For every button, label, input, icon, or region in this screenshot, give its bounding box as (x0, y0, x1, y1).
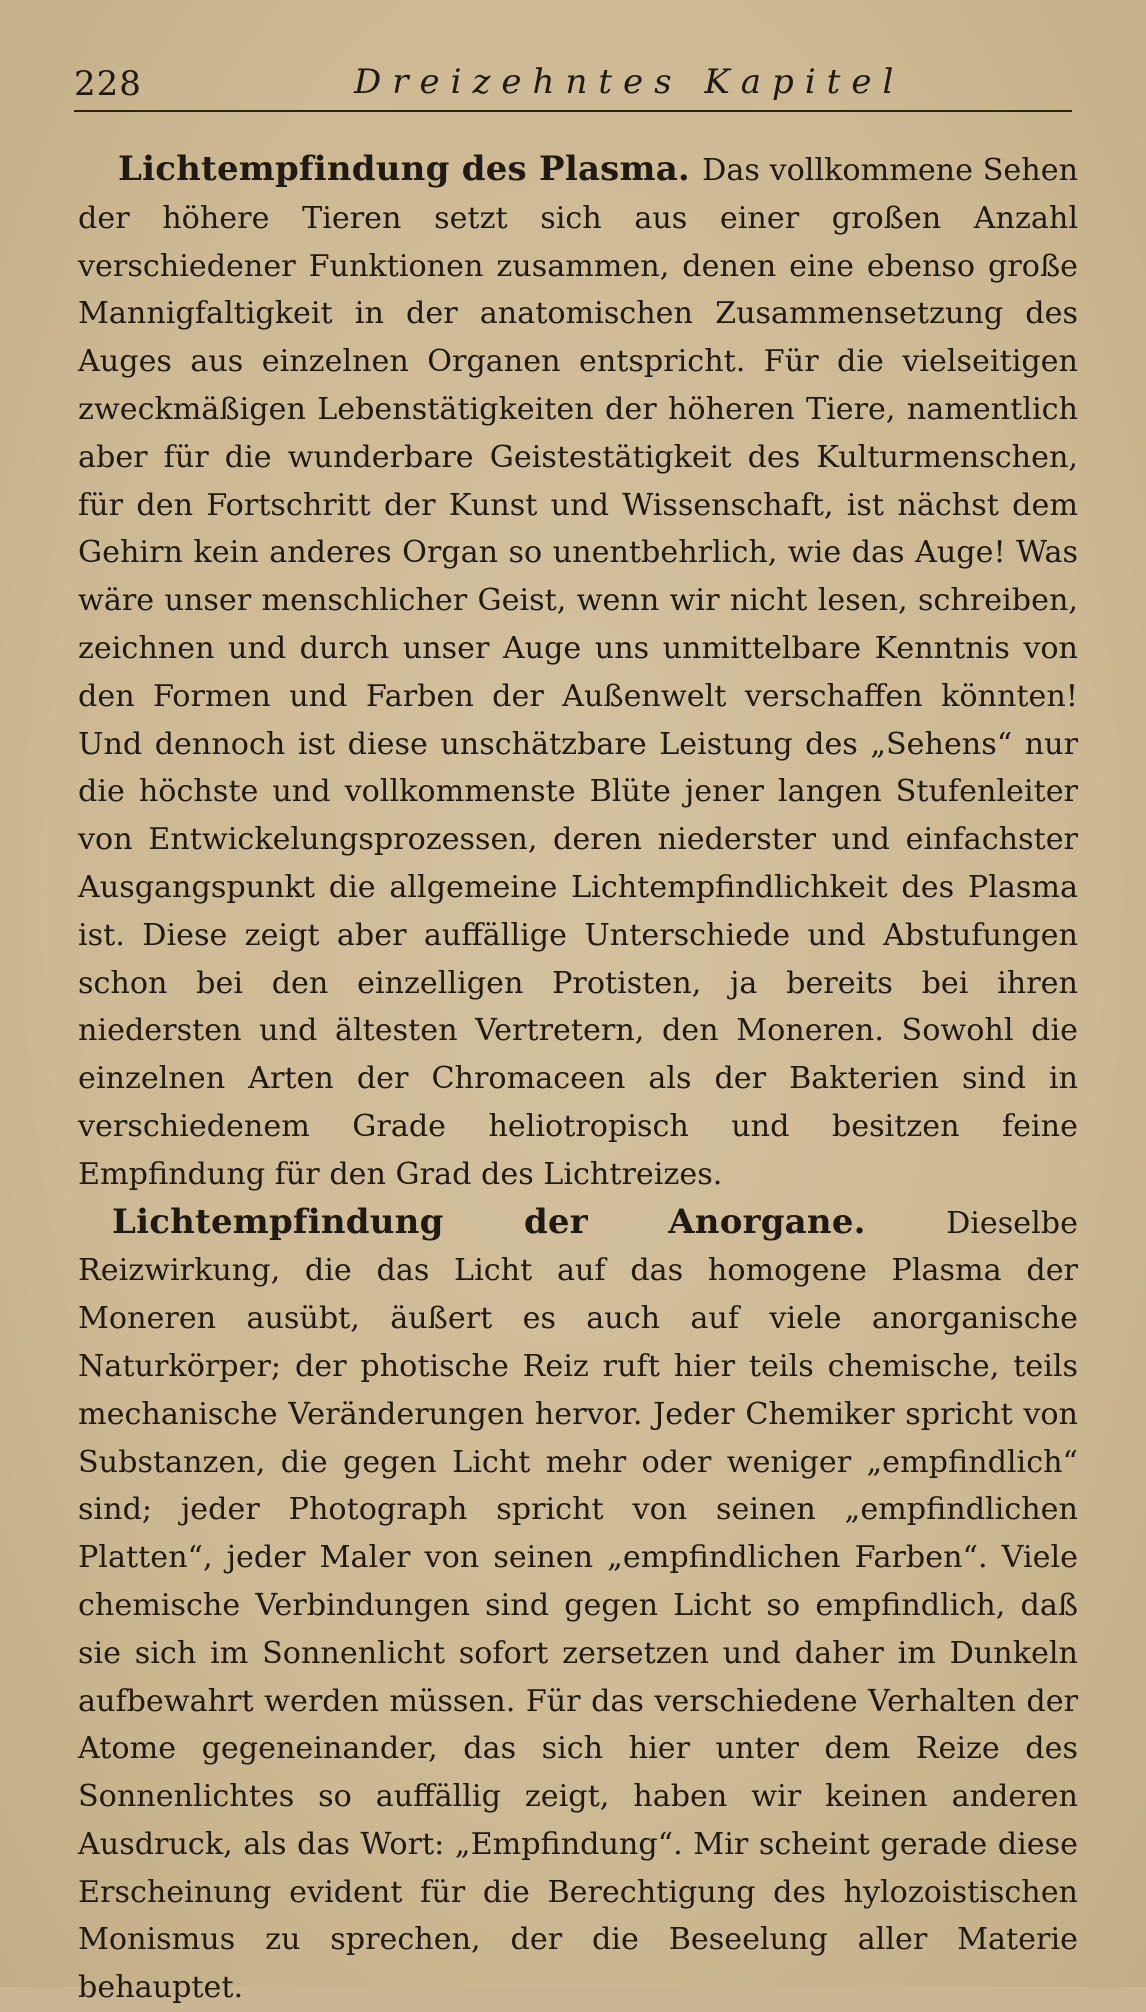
paragraph-anorgane (78, 1199, 1078, 2012)
running-title: Dreizehntes Kapitel (354, 62, 905, 102)
page-number: 228 (74, 64, 142, 104)
paragraph-plasma (78, 146, 1078, 1199)
paragraph-text-plasma: Das vollkommene Sehen der höhere Tieren setzt sich aus einer großen Anzahl verschiedener Funktionen zusammen, denen eine ebenso große Mannigfaltigkeit in der anatomischen Zusammensetzung des Auges aus einzelnen Organen entspricht. Für die vielseitigen zweckmäßigen Lebenstätigkeiten der höheren Tiere, namentlich aber für die wunderbare Geistestätigkeit des Kulturmenschen, für den Fortschritt der Kunst und Wissenschaft, ist nächst dem Gehirn kein anderes Organ so unentbehrlich, wie das Auge! Was wäre unser menschlicher Geist, wenn wir nicht lesen, schreiben, zeichnen und durch unser Auge uns unmittelbare Kenntnis von den Formen und Farben der Außenwelt verschaffen könnten! Und dennoch ist diese unschätzbare Leistung des „Sehens“ nur die höchste und vollkommenste Blüte jener langen Stufenleiter von Entwickelungsprozessen, deren niederster und einfachster Ausgangspunkt die allgemeine Lichtempfindlichkeit des Plasma ist. Diese zeigt aber auffällige Unterschiede und Abstufungen schon bei den einzelligen Protisten, ja bereits bei ihren niedersten und ältesten Vertretern, den Moneren. Sowohl die einzelnen Arten der Chromaceen als der Bakterien sind in verschiedenem Grade heliotropisch und besitzen feine Empfindung für den Grad des Lichtreizes. (78, 153, 1079, 1192)
page-header (74, 60, 1072, 112)
section-heading-plasma: Lichtempfindung des Plasma. (118, 149, 703, 189)
section-heading-anorgane: Lichtempfindung der Anorgane. (112, 1201, 947, 1242)
body-text (78, 146, 1078, 2012)
paragraph-text-anorgane: Dieselbe Reizwirkung, die das Licht auf das homogene Plasma der Moneren ausübt, äußert es auch auf viele anorganische Naturkörper; der photische Reiz ruft hier teils chemische, teils mechanische Veränderungen hervor. Jeder Chemiker spricht von Substanzen, die gegen Licht mehr oder weniger „empfindlich“ sind; jeder Photograph spricht von seinen „empfindlichen Platten“, jeder Maler von seinen „empfindlichen Farben“. Viele chemische Verbindungen sind gegen Licht so empfindlich, daß sie sich im Sonnenlicht sofort zersetzen und daher im Dunkeln aufbewahrt werden müssen. Für das verschiedene Verhalten der Atome gegeneinander, das sich hier unter dem Reize des Sonnenlichtes so auffällig zeigt, haben wir keinen anderen Ausdruck, als das Wort: „Empfindung“. Mir scheint gerade diese Erscheinung evident für die Berechtigung des hylozoistischen Monismus zu sprechen, der die Beseelung aller Materie behauptet. (78, 1205, 1078, 2006)
